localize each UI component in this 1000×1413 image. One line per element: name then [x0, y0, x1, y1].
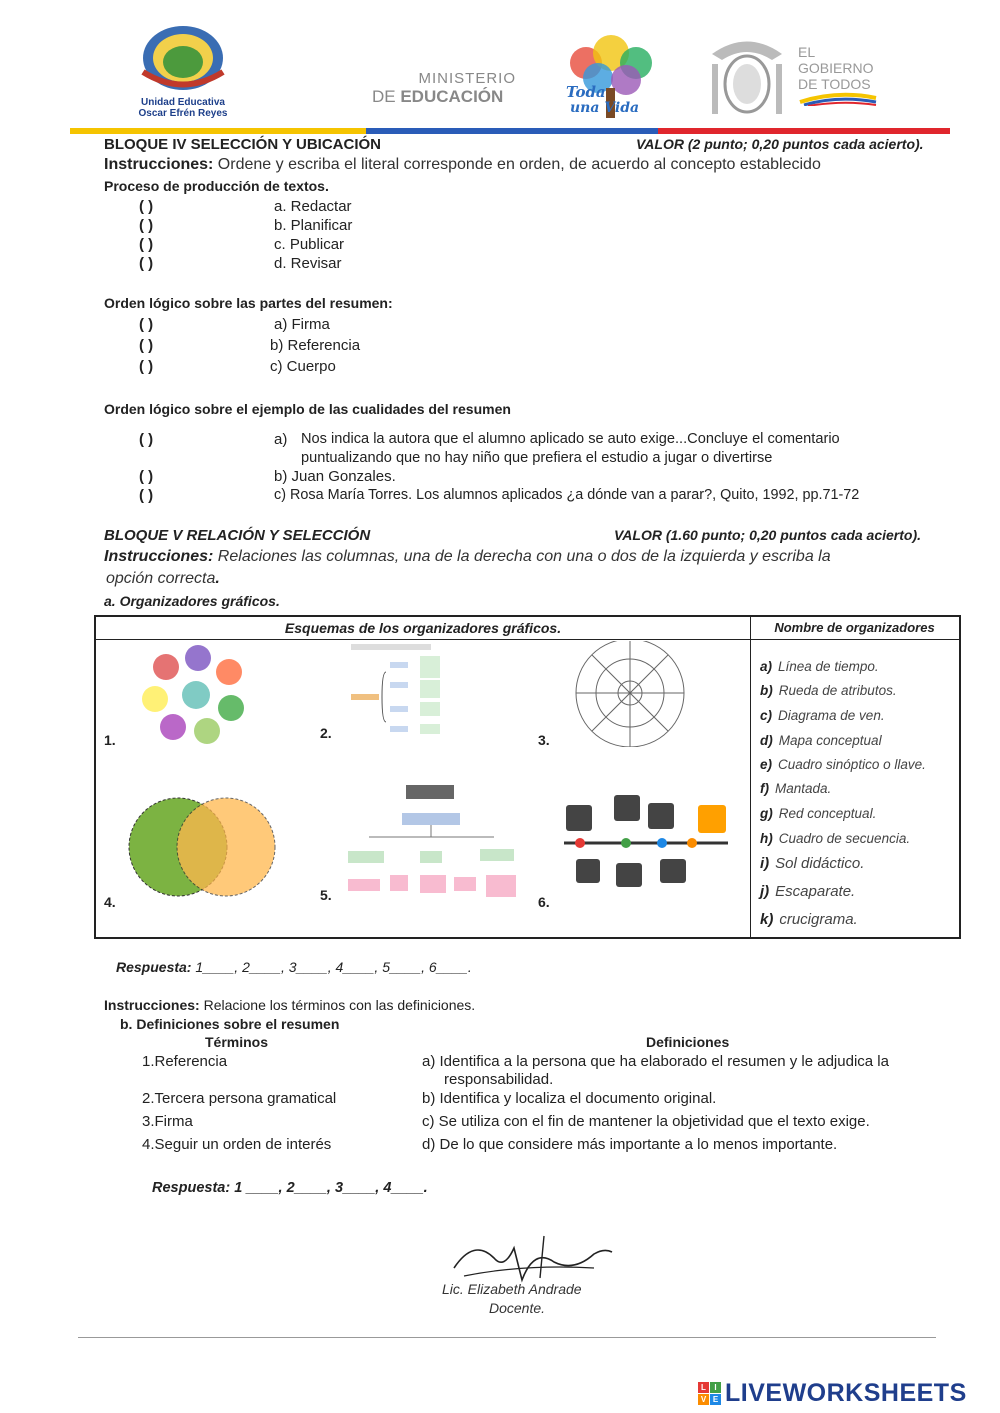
diagram-number: 4.: [104, 894, 116, 910]
diagram-number: 6.: [538, 894, 550, 910]
organizer-option: j) Escaparate.: [760, 883, 856, 900]
diagram-4-venn: [128, 785, 278, 913]
organizer-option: d) Mapa conceptual: [760, 733, 882, 748]
diagram-3-attribute-wheel: [572, 641, 688, 747]
ministry-line2a: DE: [372, 87, 401, 106]
q3-title: Orden lógico sobre el ejemplo de las cualidades del resumen: [104, 401, 511, 417]
footer-divider: [78, 1337, 936, 1338]
diagram-6-timeline: [564, 779, 734, 907]
liveworksheets-badge-icon: L I V E: [698, 1382, 721, 1405]
diagram-number: 3.: [538, 732, 550, 748]
gobierno-logo: [798, 44, 898, 111]
toda-text-1: Toda: [566, 83, 606, 101]
term-item: 4.Seguir un orden de interés: [142, 1136, 332, 1153]
organizer-option: a) Línea de tiempo.: [760, 659, 879, 674]
bloque5-valor: VALOR (1.60 punto; 0,20 puntos cada acierto).: [614, 527, 922, 543]
liveworksheets-logo[interactable]: [698, 1379, 967, 1407]
definitions-header: Definiciones: [646, 1034, 730, 1050]
organizer-option: k) crucigrama.: [760, 911, 858, 928]
header-band-yellow: [70, 128, 366, 134]
respuesta-a[interactable]: [116, 959, 472, 975]
bloque5-instr-line2: opción correcta: [106, 570, 216, 587]
bloque5-instr-line1: Relaciones las columnas, una de la derecha con una o dos de la izquierda y escriba la: [213, 548, 831, 565]
table-column-divider: [750, 617, 751, 937]
answer-blank[interactable]: ( ): [139, 337, 154, 354]
answer-blank[interactable]: ( ): [139, 358, 154, 375]
definition-item: c) Se utiliza con el fin de mantener la objetividad que el texto exige.: [422, 1113, 870, 1130]
answer-blank[interactable]: ( ): [139, 236, 154, 253]
table-head-right: Nombre de organizadores: [774, 620, 935, 635]
organizer-option: f) Mantada.: [760, 781, 832, 796]
q1-option: d. Revisar: [274, 255, 342, 272]
bloque5-instr-label: Instrucciones:: [104, 548, 214, 565]
gobierno-line1: EL: [798, 44, 816, 60]
ministry-logo: [372, 70, 522, 107]
bloque5-instructions: [104, 548, 831, 566]
term-item: 1.Referencia: [142, 1053, 228, 1070]
organizer-option: i) Sol didáctico.: [760, 855, 865, 872]
definition-item-cont: responsabilidad.: [444, 1071, 554, 1088]
bloque4-title: BLOQUE IV SELECCIÓN Y UBICACIÓN: [104, 136, 381, 153]
signature-role: Docente.: [489, 1300, 546, 1316]
q2-option: a) Firma: [274, 316, 330, 333]
organizer-option: c) Diagrama de ven.: [760, 708, 885, 723]
terms-header: Términos: [205, 1034, 269, 1050]
signature-name: Lic. Elizabeth Andrade: [442, 1281, 582, 1297]
q3-option-a-line2: puntualizando que no hay niño que prefiera el estudio a jugar o divertirse: [301, 450, 773, 466]
q3-option-a-line1: Nos indica la autora que el alumno aplicado se auto exige...Concluye el comentario: [301, 431, 840, 447]
gobierno-line3: DE TODOS: [798, 76, 871, 92]
bloque4-instr-text: Ordene y escriba el literal corresponde en orden, de acuerdo al concepto establecido: [213, 156, 821, 173]
organizers-table: [94, 615, 961, 939]
q2-option: b) Referencia: [270, 337, 361, 354]
diagram-number: 5.: [320, 887, 332, 903]
header-band-blue: [366, 128, 658, 134]
answer-blank[interactable]: ( ): [139, 431, 154, 448]
definition-item: d) De lo que considere más importante a lo menos importante.: [422, 1136, 838, 1153]
respuesta-a-label: Respuesta:: [116, 959, 192, 975]
answer-blank[interactable]: ( ): [139, 198, 154, 215]
q2-option: c) Cuerpo: [270, 358, 336, 375]
q1-option: a. Redactar: [274, 198, 352, 215]
part-a-title: a. Organizadores gráficos.: [104, 593, 280, 609]
liveworksheets-brand: LIVEWORKSHEETS: [725, 1378, 967, 1407]
ecuador-coat-of-arms: [702, 34, 792, 122]
bloque4-valor: VALOR (2 punto; 0,20 puntos cada acierto).: [636, 136, 924, 152]
school-name-line2: Oscar Efrén Reyes: [138, 108, 228, 119]
toda-una-vida-logo: [556, 28, 666, 123]
bloque4-instructions: [104, 156, 821, 174]
answer-blank[interactable]: ( ): [139, 487, 154, 504]
definition-item: b) Identifica y localiza el documento original.: [422, 1090, 717, 1107]
bloque5-title: BLOQUE V RELACIÓN Y SELECCIÓN: [104, 527, 371, 544]
answer-blank[interactable]: ( ): [139, 316, 154, 333]
header-band-red: [658, 128, 950, 134]
q1-title: Proceso de producción de textos.: [104, 178, 329, 194]
ministry-line1: MINISTERIO: [418, 70, 516, 87]
school-logo: [128, 22, 238, 122]
gobierno-line2: GOBIERNO: [798, 60, 874, 76]
coat-of-arms-icon: [702, 34, 792, 122]
organizer-option: e) Cuadro sinóptico o llave.: [760, 757, 926, 772]
organizer-option: h) Cuadro de secuencia.: [760, 831, 911, 846]
bloque4-instr-label: Instrucciones:: [104, 156, 214, 173]
organizer-option: g) Red conceptual.: [760, 806, 877, 821]
part-b-instructions: [104, 997, 475, 1013]
diagram-5-concept-map: [344, 783, 524, 901]
q3-option-b: b) Juan Gonzales.: [274, 468, 396, 485]
q3-option-a-letter: a): [274, 431, 288, 448]
term-item: 2.Tercera persona gramatical: [142, 1090, 337, 1107]
part-b-instr-text: Relacione los términos con las definiciones.: [199, 997, 476, 1013]
answer-blank[interactable]: ( ): [139, 217, 154, 234]
q2-title: Orden lógico sobre las partes del resumen:: [104, 295, 393, 311]
table-header-divider: [96, 639, 959, 640]
ministry-line2b: EDUCACIÓN: [400, 87, 504, 106]
table-head-left: Esquemas de los organizadores gráficos.: [284, 620, 562, 636]
diagram-number: 2.: [320, 725, 332, 741]
bloque5-instructions-cont: [106, 570, 220, 588]
part-b-title: b. Definiciones sobre el resumen: [120, 1016, 340, 1032]
q1-option: b. Planificar: [274, 217, 353, 234]
toda-text-2: una Vida: [570, 100, 640, 116]
respuesta-b[interactable]: Respuesta: 1 ____, 2____, 3____, 4____.: [152, 1180, 428, 1196]
respuesta-a-blanks[interactable]: 1____, 2____, 3____, 4____, 5____, 6____.: [191, 959, 472, 975]
q3-option-c: c) Rosa María Torres. Los alumnos aplicados ¿a dónde van a parar?, Quito, 1992, pp.71-72: [274, 487, 860, 503]
diagram-1-sun: [141, 645, 251, 745]
q1-option: c. Publicar: [274, 236, 345, 253]
diagram-2-synoptic-chart: [346, 642, 456, 742]
diagram-number: 1.: [104, 732, 116, 748]
school-emblem-icon: [128, 22, 238, 92]
bloque5-instr-dot: .: [215, 570, 220, 587]
definition-item: a) Identifica a la persona que ha elaborado el resumen y le adjudica la: [422, 1053, 889, 1070]
answer-blank[interactable]: ( ): [139, 468, 154, 485]
school-name-line1: Unidad Educativa: [141, 97, 225, 108]
term-item: 3.Firma: [142, 1113, 193, 1130]
answer-blank[interactable]: ( ): [139, 255, 154, 272]
flag-swoosh-icon: [798, 92, 878, 106]
part-b-instr-label: Instrucciones:: [104, 997, 200, 1013]
organizer-option: b) Rueda de atributos.: [760, 683, 897, 698]
